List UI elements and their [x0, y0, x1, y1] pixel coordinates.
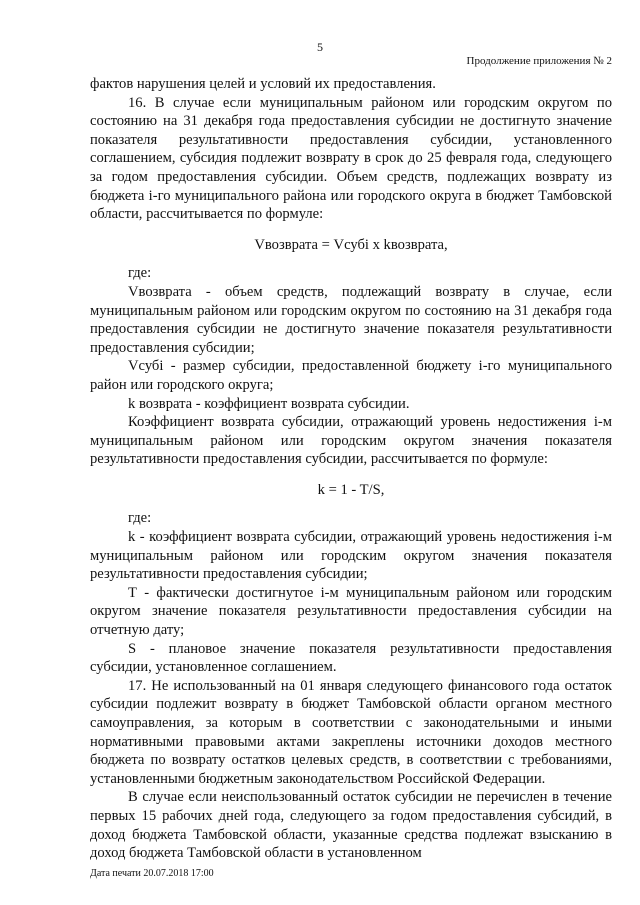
paragraph: В случае если неиспользованный остаток субсидии не перечислен в течение первых 15 рабочих дней года, следующего за годом предоставления субсидий, в доход бюджета Тамбовской области, указанные средства подлежат взысканию в доход бюджета Тамбовской области в установленном: [90, 789, 612, 862]
formula: k = 1 - T/S,: [317, 481, 385, 498]
document-body: [90, 75, 612, 863]
paragraph: Т - фактически достигнутое i-м муниципальным районом или городским округом значение показателя результативности предоставления субсидии на отчетную дату;: [90, 584, 612, 639]
formula: Vвозврата = Vсубi х kвозврата,: [254, 236, 448, 253]
paragraph: k возврата - коэффициент возврата субсидии.: [128, 395, 410, 412]
paragraph: 16. В случае если муниципальным районом или городским округом по состоянию на 31 декабря года предоставления субсидии не достигнуто значение показателя результативности предоставления субсидии, установленного соглашением, субсидия подлежит возврату в срок до 25 февраля года, следующего за годом предоставления субсидии. Объем средств, подлежащих возврату из бюджета i-го муниципального района или городского округа в бюджет Тамбовской области, рассчитывается по формуле:: [90, 94, 612, 223]
paragraph: фактов нарушения целей и условий их предоставления.: [90, 76, 436, 92]
paragraph: Vвозврата - объем средств, подлежащий возврату в случае, если муниципальным районом или городским округом по состоянию на 31 декабря года предоставления субсидии не достигнуто значение показателя результативности предоставления субсидии;: [90, 283, 612, 356]
paragraph: где:: [128, 510, 152, 527]
paragraph: Коэффициент возврата субсидии, отражающий уровень недостижения i-м муниципальным районом или городским округом значения показателя результативности предоставления субсидии, рассчитывается по формуле:: [90, 414, 612, 468]
paragraph: 17. Не использованный на 01 января следующего финансового года остаток субсидии подлежит возврату в бюджет Тамбовской области органом местного самоуправления, за которым в соответствии с законодательными и иными нормативными правовыми актами закреплены источники доходов местного бюджета по возврату остатков целевых средств, в соответствии с требованиями, установленными бюджетным законодательством Российской Федерации.: [90, 677, 612, 787]
paragraph: где:: [128, 265, 152, 282]
paragraph: k - коэффициент возврата субсидии, отражающий уровень недостижения i-м муниципальным районом или городским округом значения показателя результативности предоставления субсидии;: [90, 529, 612, 583]
paragraph: Vсубi - размер субсидии, предоставленной бюджету i-го муниципального район или городского округа;: [90, 358, 612, 393]
page-number: 5: [317, 40, 323, 54]
appendix-note: Продолжение приложения № 2: [466, 55, 612, 67]
print-date: Дата печати 20.07.2018 17:00: [90, 868, 214, 879]
paragraph: S - плановое значение показателя результативности предоставления субсидии, установленное соглашением.: [90, 640, 612, 676]
